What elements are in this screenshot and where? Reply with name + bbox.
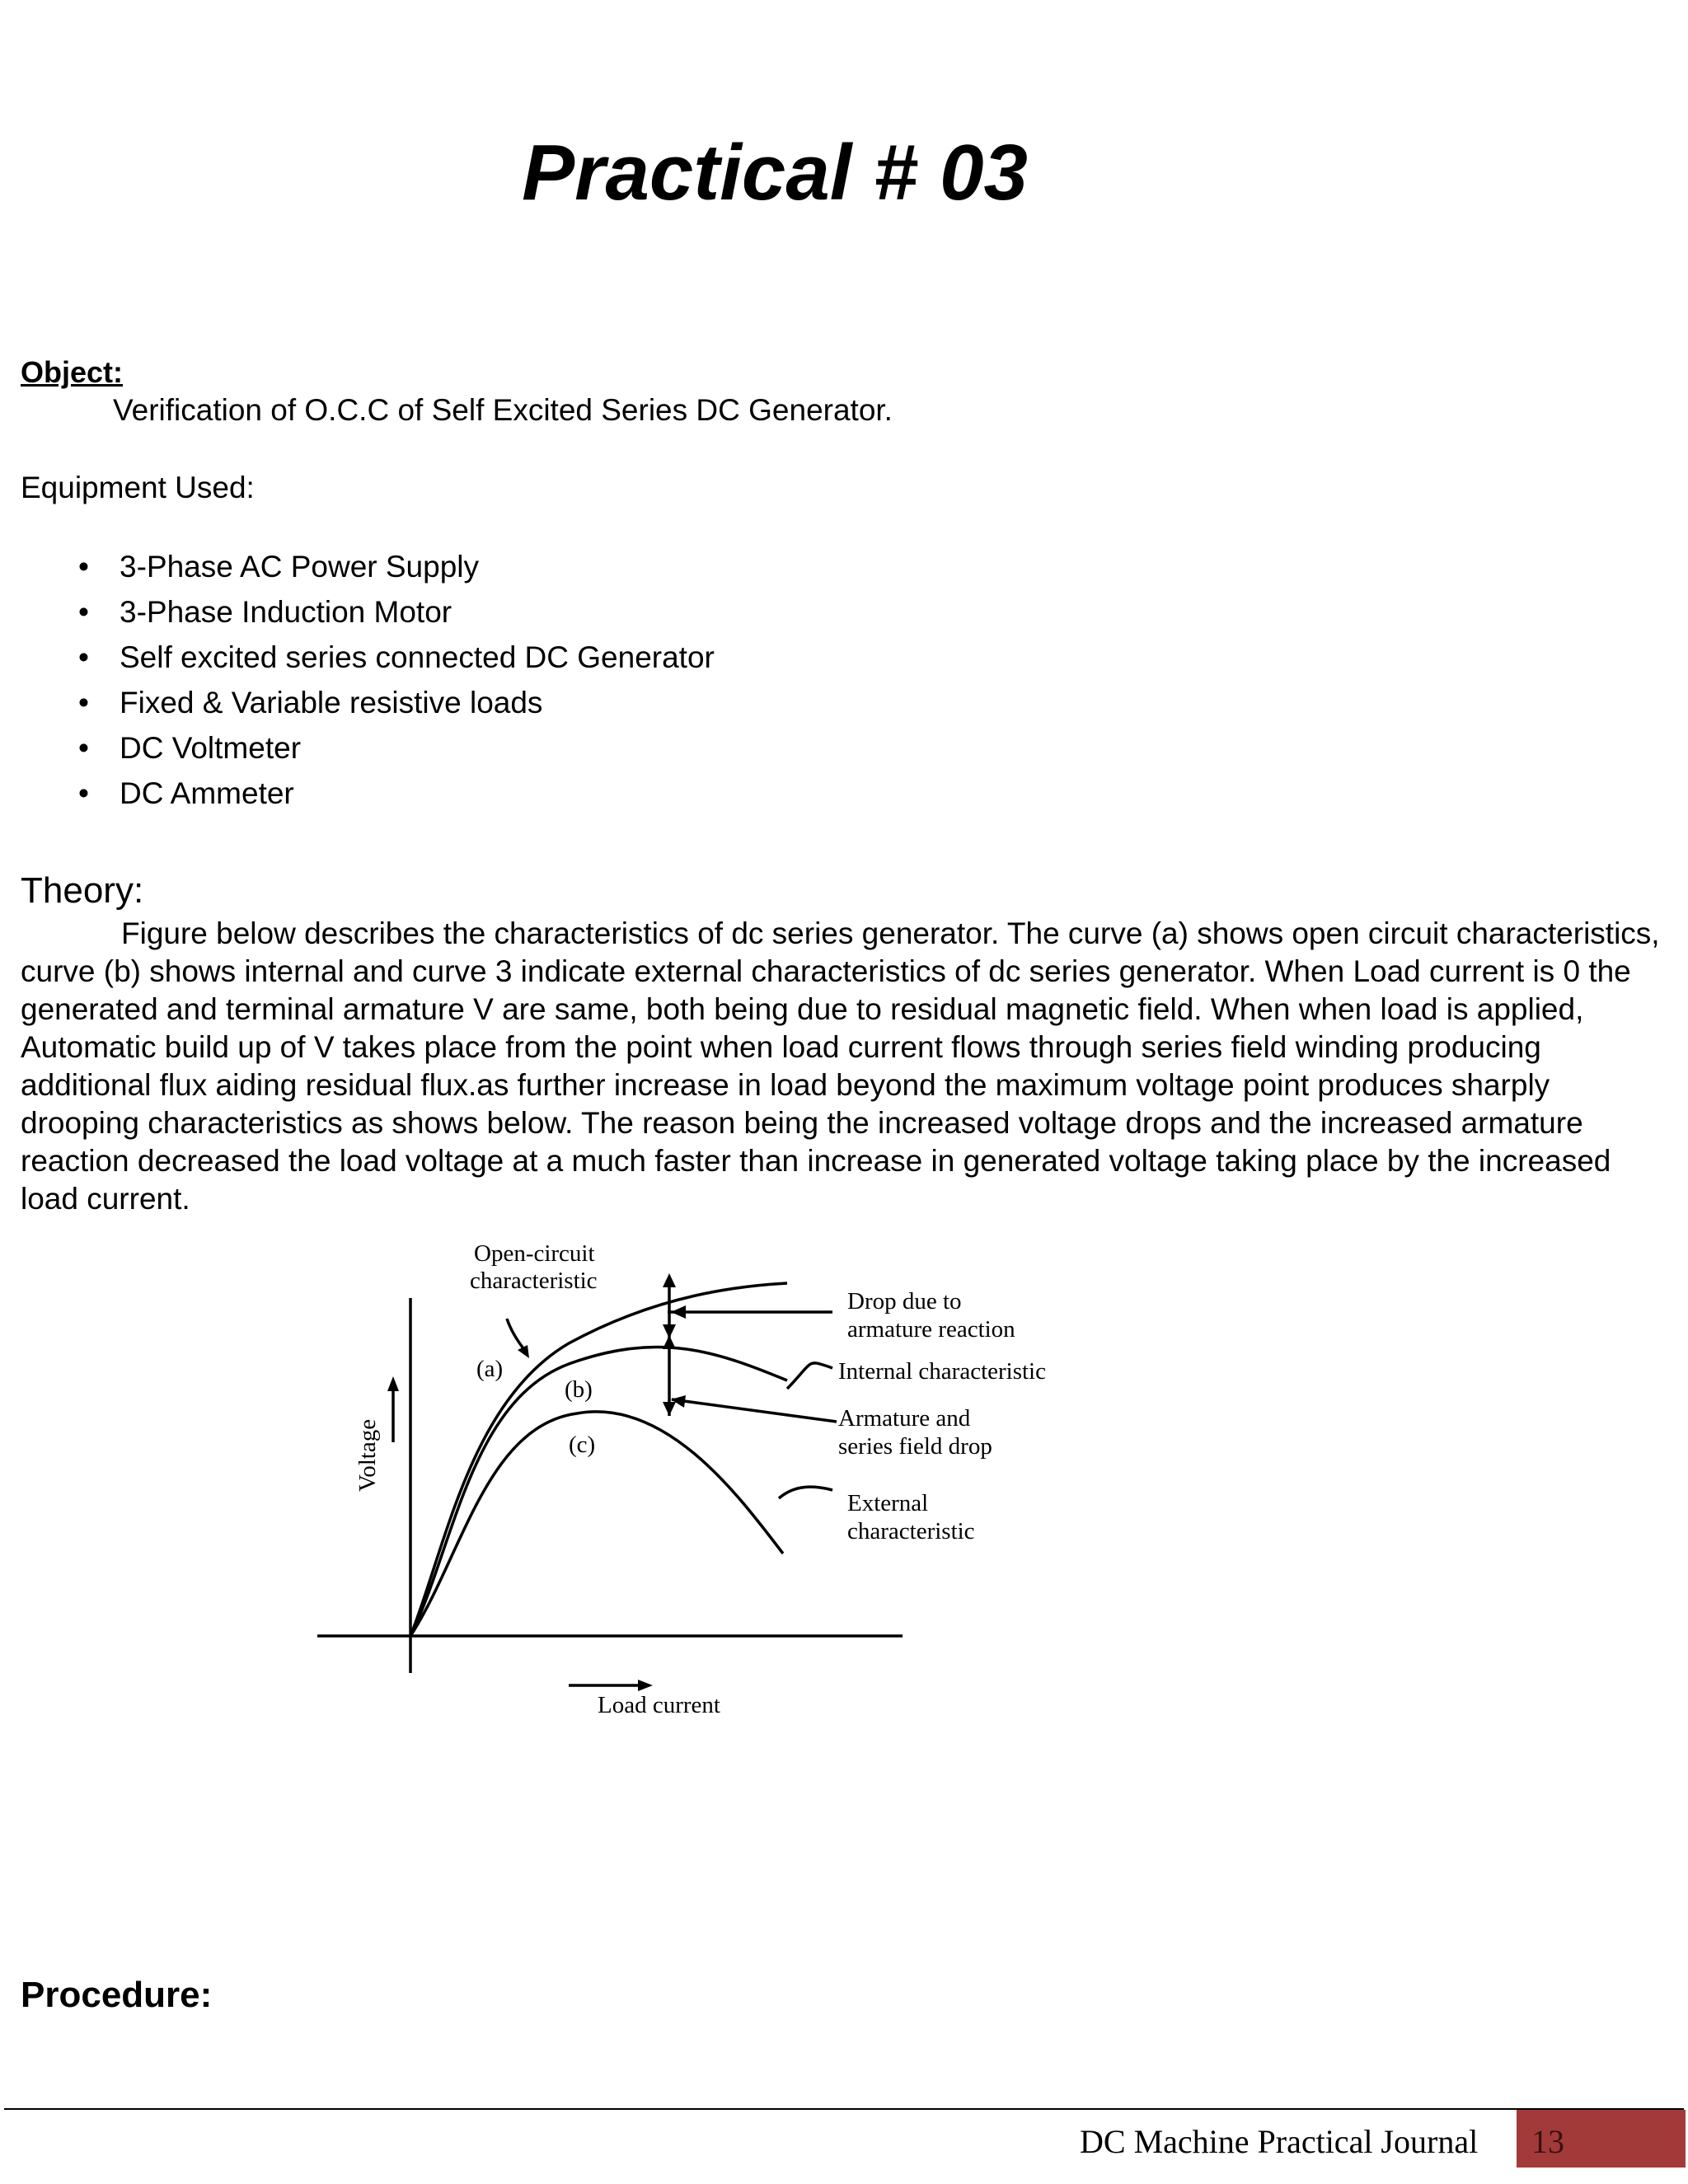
equipment-item: • Self excited series connected DC Generator <box>78 640 715 674</box>
armature-leader-line <box>672 1399 837 1422</box>
drop-arrow-head-bottom <box>663 1402 676 1416</box>
external-label-line2: characteristic <box>847 1518 975 1544</box>
bullet-icon: • <box>78 686 89 719</box>
internal-leader-line <box>787 1363 832 1389</box>
bullet-icon: • <box>78 640 89 674</box>
internal-label: Internal characteristic <box>838 1358 1046 1385</box>
curve-b-label: (b) <box>565 1376 593 1403</box>
armature-label-line1: Armature and <box>838 1405 971 1432</box>
bullet-icon: • <box>78 550 89 583</box>
external-leader-line <box>779 1487 832 1498</box>
curve-a-open-circuit <box>410 1283 787 1636</box>
curve-c-label: (c) <box>569 1432 596 1458</box>
voltage-arrowhead <box>387 1376 399 1391</box>
equipment-item: • 3-Phase AC Power Supply <box>78 550 480 583</box>
external-label-line1: External <box>847 1490 929 1516</box>
footer-divider <box>4 2108 1684 2110</box>
x-axis-label: Load current <box>598 1692 720 1714</box>
occ-leader-line <box>507 1319 526 1352</box>
drop-arrow-head-mid-down <box>663 1324 676 1338</box>
object-text: Verification of O.C.C of Self Excited Series DC Generator. <box>113 393 893 427</box>
y-axis-label: Voltage <box>354 1418 381 1492</box>
equipment-heading: Equipment Used: <box>21 471 255 504</box>
load-arrowhead <box>638 1680 653 1691</box>
procedure-heading: Procedure: <box>21 1975 213 2015</box>
equipment-item: • DC Voltmeter <box>78 731 302 765</box>
theory-paragraph: Figure below describes the characteristics of dc series generator. The curve (a) shows open circuit characteristics, curve (b) shows internal and curve 3 indicate external characteristics of dc series generator. When Load current is 0 the generated and terminal armature V are same, both being due to residual magnetic field. When when load is applied, Automatic build up of V takes place from the point when load current flows through series field winding producing additional flux aiding residual flux.as further increase in load beyond the maximum voltage point produces sharply drooping characteristics as shows below. The reason being the increased voltage drops and the increased armature reaction decreased the load voltage at a much faster than increase in generated voltage taking place by the increased load current. <box>21 916 1660 1216</box>
footer-journal-title: DC Machine Practical Journal <box>1080 2123 1479 2160</box>
armature-label-line2: series field drop <box>838 1433 992 1460</box>
theory-heading: Theory: <box>21 870 144 911</box>
equipment-item: • 3-Phase Induction Motor <box>78 595 452 629</box>
bullet-icon: • <box>78 731 89 765</box>
drop-leader-arrowhead <box>671 1305 686 1319</box>
bullet-icon: • <box>78 776 89 810</box>
curve-a-label: (a) <box>476 1356 504 1382</box>
curve-c-external <box>410 1412 783 1636</box>
occ-label-line2: characteristic <box>470 1268 598 1294</box>
drop-label-line2: armature reaction <box>847 1316 1015 1343</box>
equipment-list <box>0 549 715 821</box>
characteristics-diagram <box>313 1236 1088 1714</box>
drop-arrow-head-top <box>663 1273 676 1287</box>
page-number-box <box>1517 2110 1686 2168</box>
curve-b-internal <box>410 1347 787 1636</box>
characteristics-figure <box>313 1236 1088 1714</box>
object-heading: Object: <box>21 355 124 389</box>
equipment-item: • DC Ammeter <box>78 776 294 810</box>
bullet-icon: • <box>78 595 89 629</box>
page-number: 13 <box>1531 2123 1564 2160</box>
page-title: Practical # 03 <box>522 129 1028 217</box>
occ-label-line1: Open-circuit <box>474 1240 595 1267</box>
equipment-item: • Fixed & Variable resistive loads <box>78 686 543 719</box>
drop-label-line1: Drop due to <box>847 1288 962 1315</box>
